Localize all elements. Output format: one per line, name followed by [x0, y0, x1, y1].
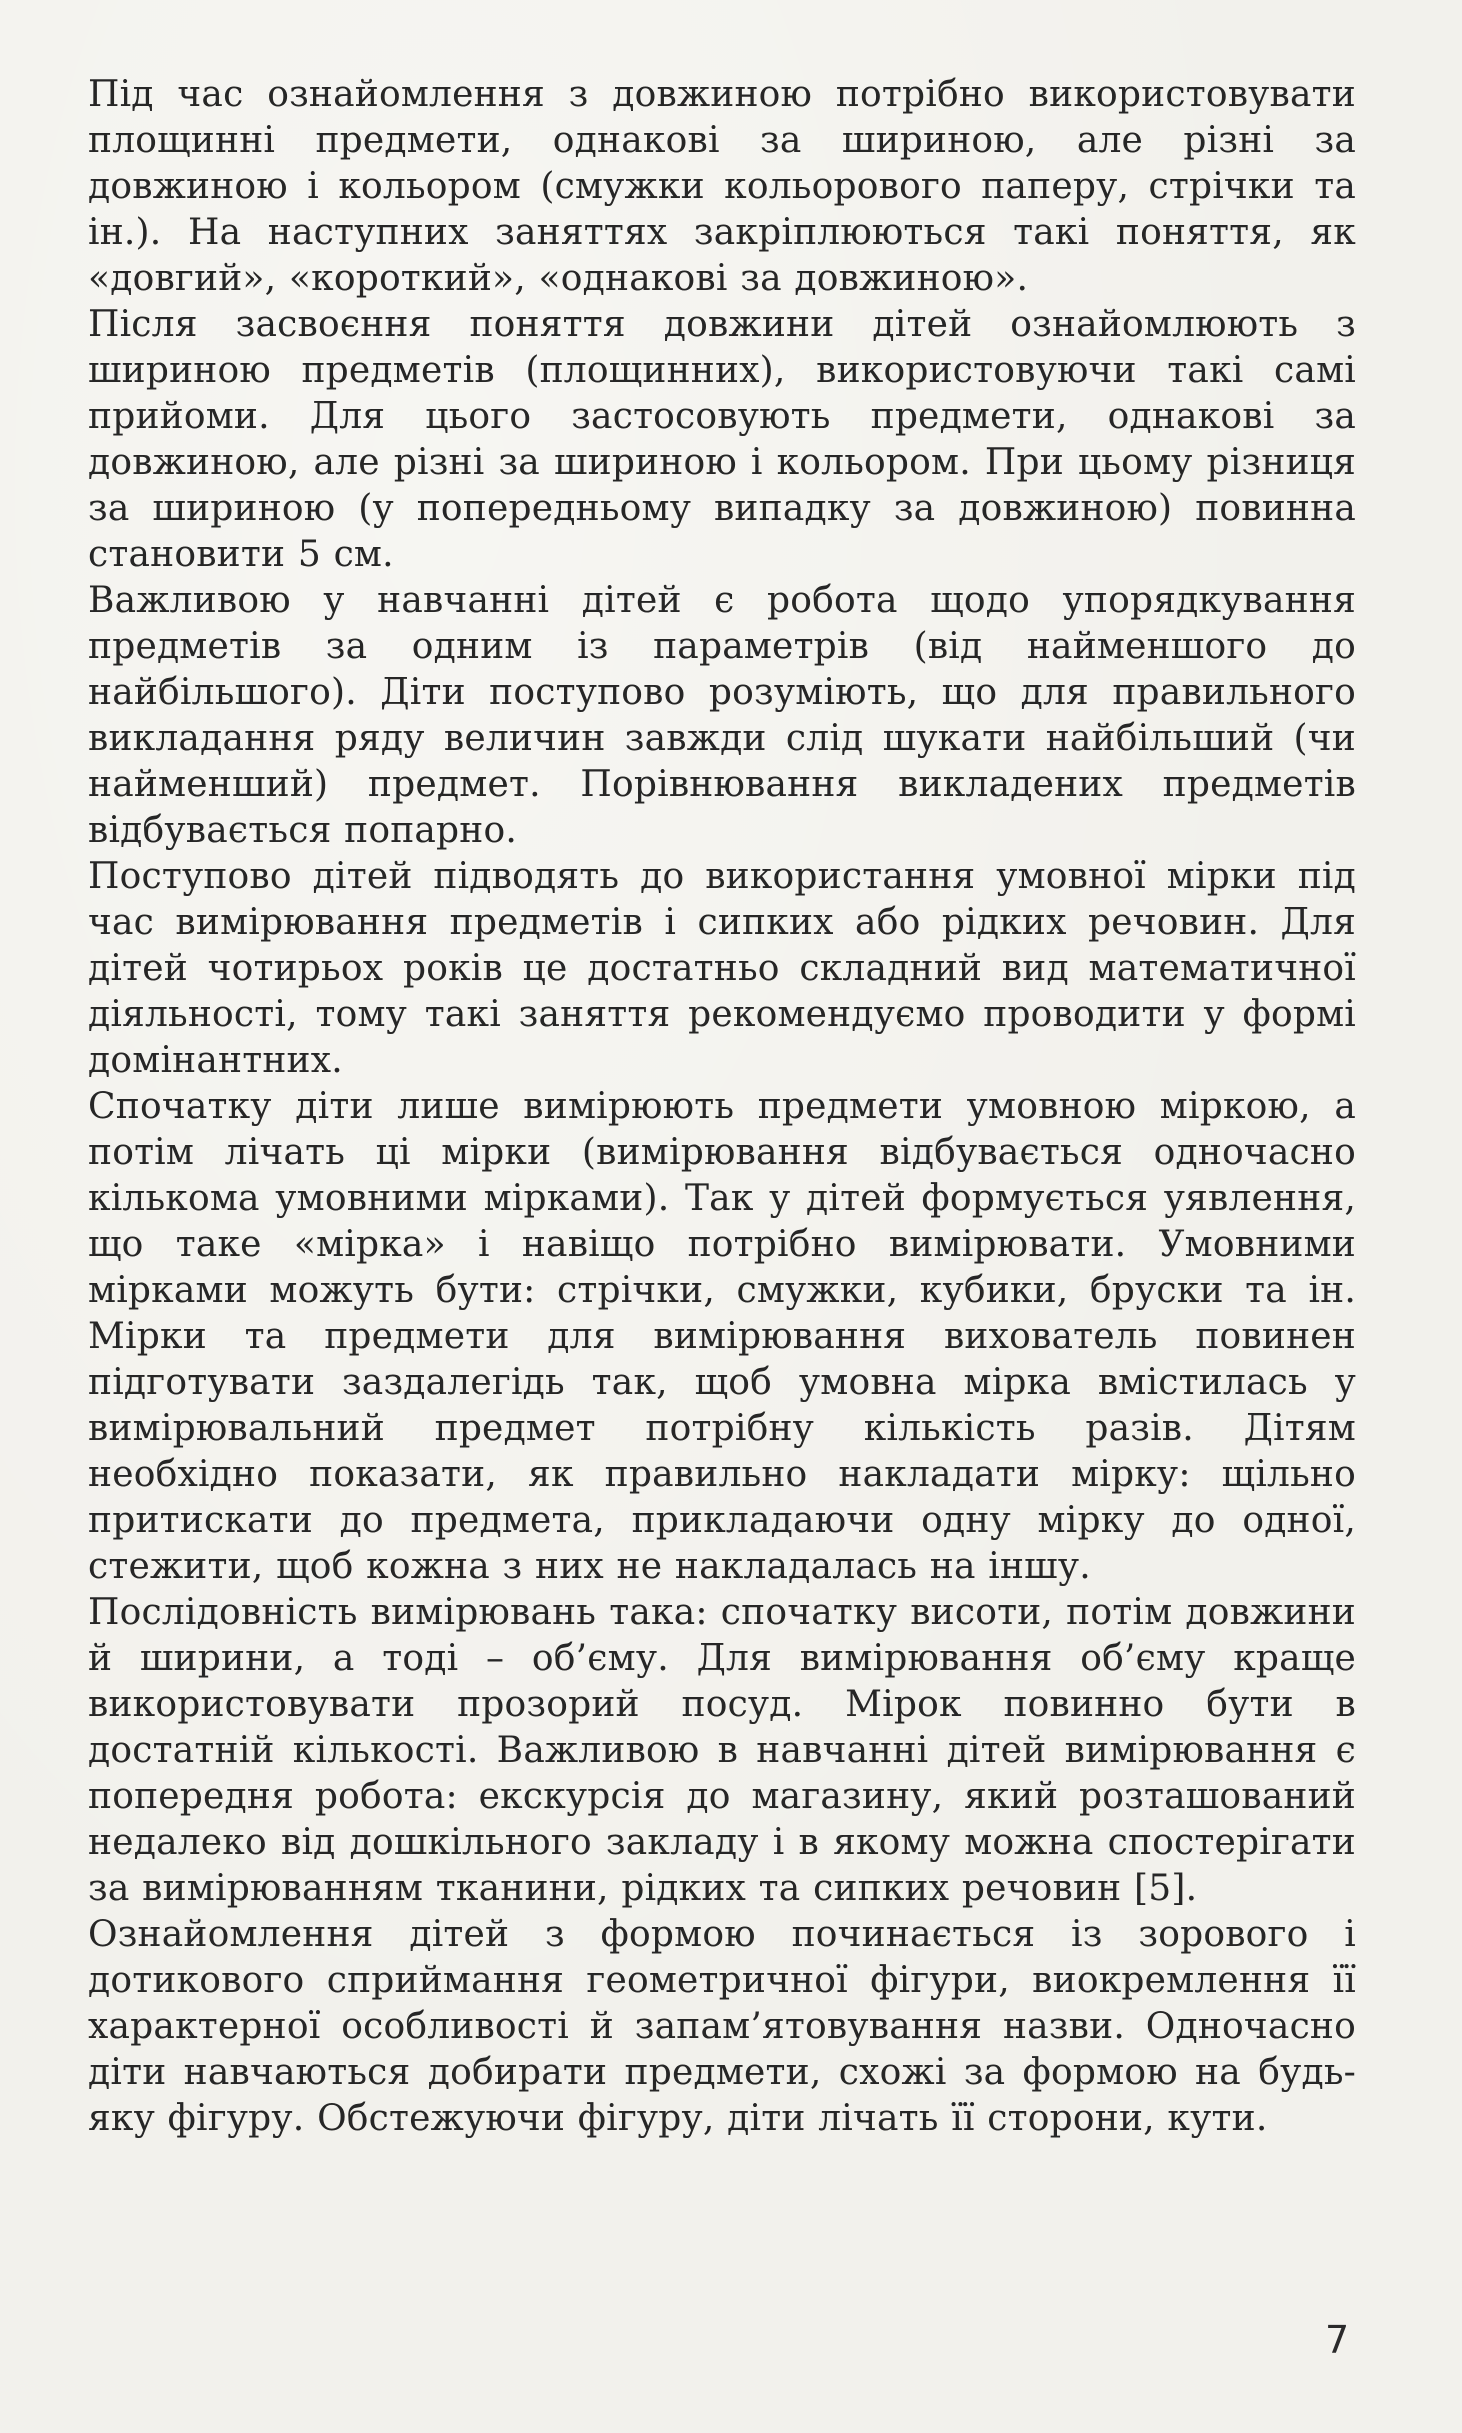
- paragraph-3: Важливою у навчанні дітей є робота щодо упорядкування предметів за одним із параметрів (від найменшого до найбільшого). Діти поступово розуміють, що для правильного викладання ряду величин завжди слід шукати найбільший (чи найменший) предмет. Порівнювання викладених предметів відбувається попарно.: [88, 580, 1356, 851]
- paragraph-4: Поступово дітей підводять до використання умовної мірки під час вимірювання предметів і сипких або рідких речовин. Для дітей чотирьох років це достатньо складний вид математичної діяльності, тому такі заняття рекомендуємо проводити у формі домінантних.: [88, 856, 1356, 1081]
- paragraph-6: Послідовність вимірювань така: спочатку висоти, потім довжини й ширини, а тоді – об’єму. Для вимірювання об’єму краще використовувати прозорий посуд. Мірок повинно бути в достатній кількості. Важливою в навчанні дітей вимірювання є попередня робота: екскурсія до магазину, який розташований недалеко від дошкільного закладу і в якому можна спостерігати за вимірюванням тканини, рідких та сипких речовин [5].: [88, 1592, 1356, 1909]
- body-text: [88, 72, 1356, 2142]
- paragraph-1: Під час ознайомлення з довжиною потрібно використовувати площинні предмети, однакові за шириною, але різні за довжиною і кольором (смужки кольорового паперу, стрічки та ін.). На наступних заняттях закріплюються такі поняття, як «довгий», «короткий», «однакові за довжиною».: [88, 74, 1356, 299]
- page-number: 7: [1325, 2318, 1350, 2362]
- paragraph-2: Після засвоєння поняття довжини дітей ознайомлюють з шириною предметів (площинних), використовуючи такі самі прийоми. Для цього застосовують предмети, однакові за довжиною, але різні за шириною і кольором. При цьому різниця за шириною (у попередньому випадку за довжиною) повинна становити 5 см.: [88, 304, 1356, 575]
- paragraph-5: Спочатку діти лише вимірюють предмети умовною міркою, а потім лічать ці мірки (вимірювання відбувається одночасно кількома умовними мірками). Так у дітей формується уявлення, що таке «мірка» і навіщо потрібно вимірювати. Умовними мірками можуть бути: стрічки, смужки, кубики, бруски та ін. Мірки та предмети для вимірювання вихователь повинен підготувати заздалегідь так, щоб умовна мірка вмістилась у вимірювальний предмет потрібну кількість разів. Дітям необхідно показати, як правильно накладати мірку: щільно притискати до предмета, прикладаючи одну мірку до одної, стежити, щоб кожна з них не накладалась на іншу.: [88, 1086, 1356, 1587]
- paragraph-7: Ознайомлення дітей з формою починається із зорового і дотикового сприймання геометричної фігури, виокремлення її характерної особливості й запам’ятовування назви. Одночасно діти навчаються добирати предмети, схожі за формою на будь-яку фігуру. Обстежуючи фігуру, діти лічать її сторони, кути.: [88, 1914, 1356, 2139]
